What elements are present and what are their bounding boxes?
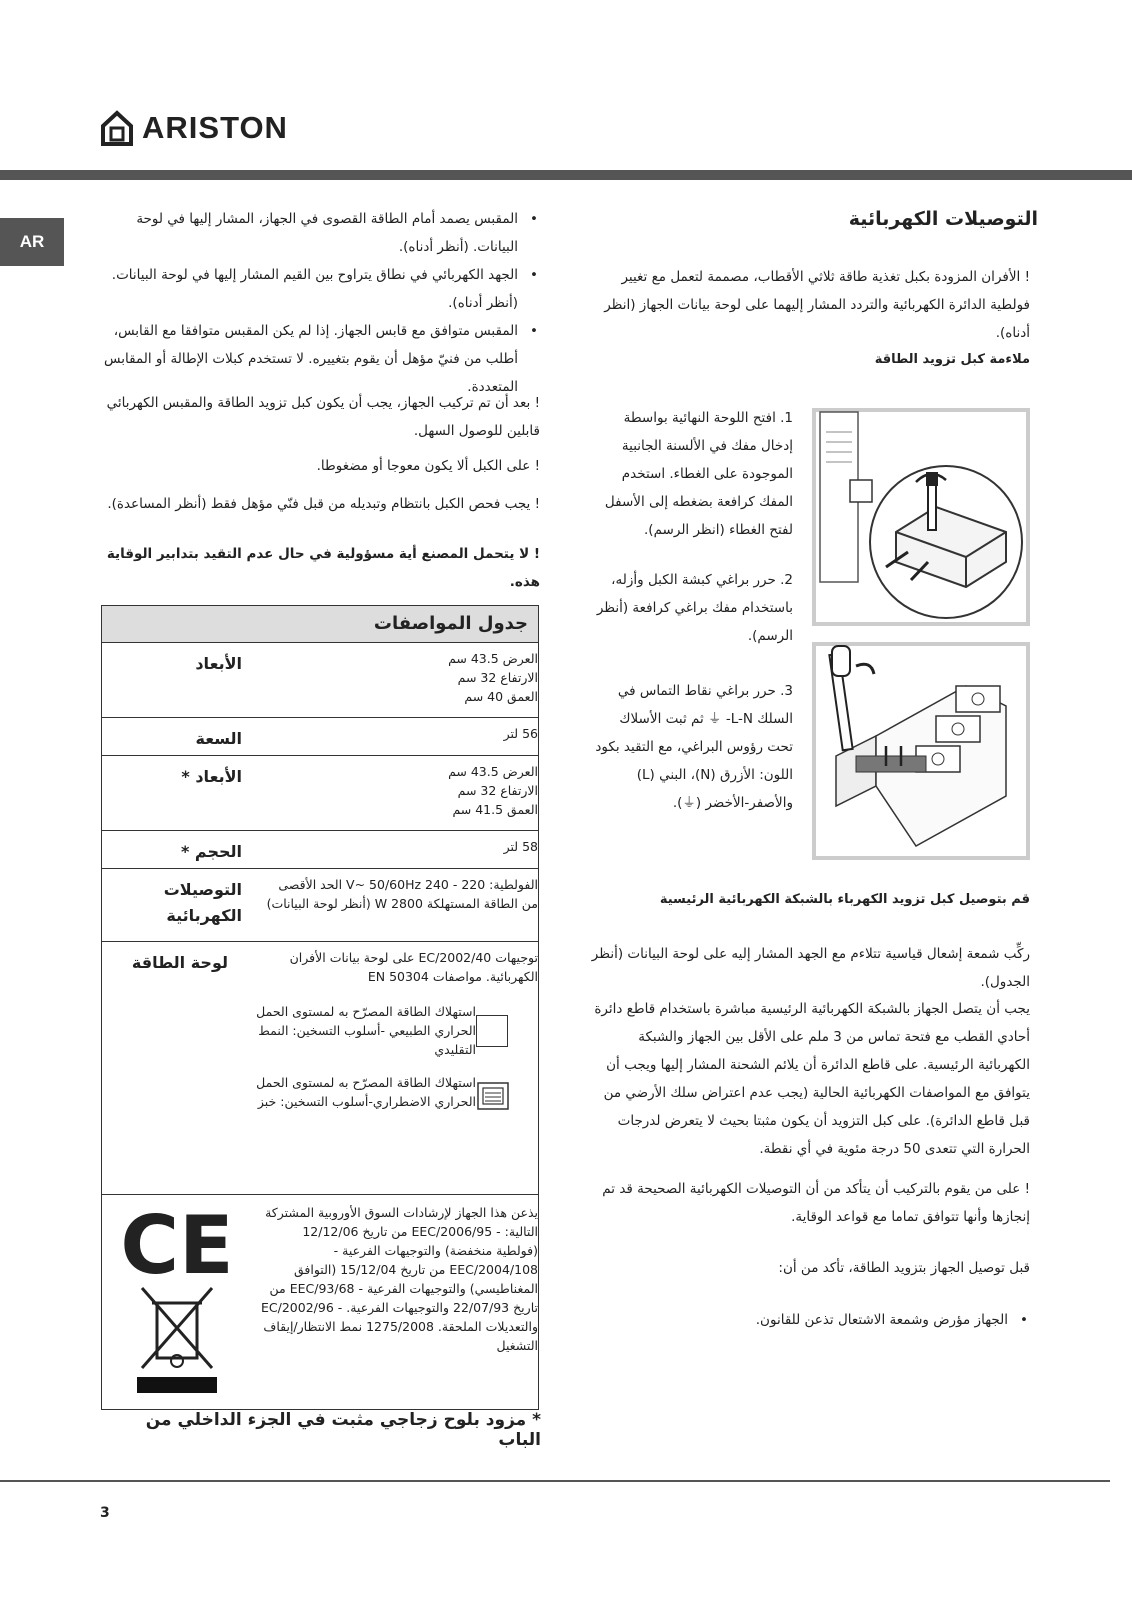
list-item: • الجهد الكهربائي في نطاق يتراوح بين القيم المشار إليها في لوحة البيانات. (أنظر أدناه). — [100, 261, 540, 317]
figure-terminal-cover — [812, 408, 1030, 626]
row-label: لوحة الطاقة — [131, 953, 228, 972]
before-connect: قبل توصيل الجهاز بتزويد الطاقة، تأكد من أن: — [778, 1260, 1030, 1276]
row-value: العرض 43.5 سم الارتفاع 32 سم العمق 40 سم — [448, 651, 538, 704]
page-number: 3 — [100, 1505, 110, 1521]
glass-panel-footnote: * مزود بلوح زجاجي مثبت في الجزء الداخلي من الباب — [145, 1410, 541, 1450]
energy-forced: استهلاك الطاقة المصرّح به لمستوى الحمل الحراري الاضطراري-أسلوب التسخين: خبز — [256, 1075, 476, 1109]
note-not-bent: ! على الكبل ألا يكون معوجا أو مضغوطا. — [316, 458, 540, 474]
note-accessible: ! بعد أن تم تركيب الجهاز، يجب أن يكون كبل تزويد الطاقة والمقبس الكهربائي قابلين للوصول السهل. — [106, 395, 540, 439]
fan-oven-icon — [476, 1081, 510, 1111]
note-inspect: ! يجب فحص الكبل بانتظام وتبديله من قبل فنّي مؤهل فقط (أنظر المساعدة). — [107, 496, 540, 512]
mains-paragraph-2: يجب أن يتصل الجهاز بالشبكة الكهربائية الرئيسية مباشرة باستخدام قاطع دائرة أحادي القطب مع فتحة تماس من 3 ملم على الأقل بين الجهاز والشبكة الكهربائية الرئيسية. على قاطع الدائرة أن يلائم الشحنة المشار إليها ويجب أن يتوافق مع المواصفات الكهربائية الحالية (يجب عدم اعتراض سلك الأرضي من قبل قاطع الدائرة). على كبل التزويد أن يكون مثبتا بحيث لا يتعرض لدرجات الحرارة التي تتعدى 50 درجة مئوية في أي نقطة. — [594, 1001, 1030, 1157]
table-row — [102, 643, 538, 718]
row-label: الأبعاد — [195, 654, 242, 673]
language-tab: AR — [0, 218, 64, 266]
weee-bin-icon — [137, 1283, 217, 1393]
step-1: 1. افتح اللوحة النهائية بواسطة إدخال مفك في الألسنة الجانبية الموجودة على الغطاء. استخدم المفك كرافعة بضغطه إلى الأسفل لفتح الغطاء (انظر الرسم). — [604, 410, 793, 538]
compliance-text: يذعن هذا الجهاز لإرشادات السوق الأوروبية المشتركة التالية: - 2006/95/EEC من تاريخ 12/12/06 (فولطية منخفضة) والتوجيهات الفرعية - 2004/108/EEC من تاريخ 15/12/04 (التوافق المغناطيسي) والتوجيهات الفرعية - 93/68/EEC من تاريخ 22/07/93 والتوجيهات الفرعية. - 2002/96/EC والتعديلات الملحقة. 1275/2008 نمط الانتظار/إيقاف التشغيل — [261, 1205, 538, 1353]
table-row — [102, 869, 538, 942]
list-item: • المقبس متوافق مع قابس الجهاز. إذا لم يكن المقبس متوافقا مع القابس، أطلب من فنيّ مؤهل أن يقوم بتغييره. لا تستخدم كبلات الإطالة أو المقابس المتعددة. — [100, 317, 540, 401]
row-label: الأبعاد * — [181, 767, 242, 786]
ce-mark-icon — [120, 1199, 234, 1292]
energy-natural: استهلاك الطاقة المصرّح به لمستوى الحمل الحراري الطبيعي -أسلوب التسخين: النمط التقليدي — [256, 1004, 476, 1057]
intro-note: ! الأفران المزودة بكبل تغذية طاقة ثلاثي الأقطاب، مصممة لتعمل مع تغيير فولطية الدائرة الكهربائية والتردد المشار إليهما على لوحة بيانات الجهاز (انظر أدناه). — [604, 269, 1030, 341]
fitting-title: ملاءمة كبل تزويد الطاقة — [874, 352, 1030, 367]
house-logo-icon — [100, 110, 134, 146]
row-value — [238, 942, 538, 1194]
mains-paragraph-1: ركِّب شمعة إشعال قياسية تتلاءم مع الجهد المشار إليه على لوحة البيانات (أنظر الجدول). — [591, 946, 1030, 990]
row-label: السعة — [195, 729, 242, 748]
step-2: 2. حرر براغي كبشة الكبل وأزله، باستخدام مفك براغي كرافعة (أنظر الرسم). — [596, 572, 793, 644]
table-row — [102, 1195, 538, 1409]
table-row — [102, 718, 538, 756]
brand-name: ARISTON — [142, 110, 288, 145]
step-3: 3. حرر براغي نقاط التماس في السلك L-N- ⏚ ثم ثبت الأسلاك تحت رؤوس البراغي، مع التقيد بكود اللون: الأزرق (N)، البني (L) والأصفر-الأخضر (⏚). — [595, 683, 793, 811]
row-value: الفولطية: 220 - 240 V~ 50/60Hz الحد الأقصى من الطاقة المستهلكة 2800 W (أنظر لوحة البيانات) — [266, 877, 538, 911]
list-item: • المقبس يصمد أمام الطاقة القصوى في الجهاز، المشار إليها في لوحة البيانات. (أنظر أدناه). — [100, 205, 540, 261]
energy-directive: توجيهات 2002/40/EC على لوحة بيانات الأفران الكهربائية. مواصفات EN 50304 — [289, 950, 538, 984]
row-label: الحجم * — [180, 842, 242, 861]
row-value: 58 لتر — [503, 839, 538, 854]
installer-note: ! على من يقوم بالتركيب أن يتأكد من أن التوصيلات الكهربائية الصحيحة قد تم إنجازها وأنها تتوافق تماما مع قواعد الوقاية. — [602, 1181, 1030, 1225]
header-rule — [0, 170, 1132, 180]
table-row — [102, 942, 538, 1195]
ground-bullet-list — [590, 1306, 1030, 1334]
row-value: 56 لتر — [503, 726, 538, 741]
static-heating-icon — [476, 1015, 508, 1047]
svg-text:CE: CE — [120, 1199, 234, 1292]
figure-terminal-block — [812, 642, 1030, 860]
row-label: التوصيلات الكهربائية — [163, 880, 242, 925]
socket-bullet-list — [100, 205, 540, 401]
disclaimer: ! لا يتحمل المصنع أية مسؤولية في حال عدم التقيد بتدابير الوقاية هذه. — [106, 546, 540, 590]
spec-table-title: جدول المواصفات — [102, 606, 538, 643]
footer-rule — [0, 1480, 1110, 1482]
row-value: العرض 43.5 سم الارتفاع 32 سم العمق 41.5 سم — [448, 764, 538, 817]
table-row — [102, 831, 538, 869]
compliance-marks — [102, 1195, 252, 1409]
section-heading: التوصيلات الكهربائية — [848, 208, 1038, 230]
table-row — [102, 756, 538, 831]
brand-logo — [100, 108, 288, 148]
spec-table — [101, 605, 539, 1410]
list-item: • الجهاز مؤرض وشمعة الاشتعال تذعن للقانون. — [590, 1306, 1030, 1334]
mains-title: قم بتوصيل كبل تزويد الكهرباء بالشبكة الكهربائية الرئيسية — [659, 892, 1030, 907]
